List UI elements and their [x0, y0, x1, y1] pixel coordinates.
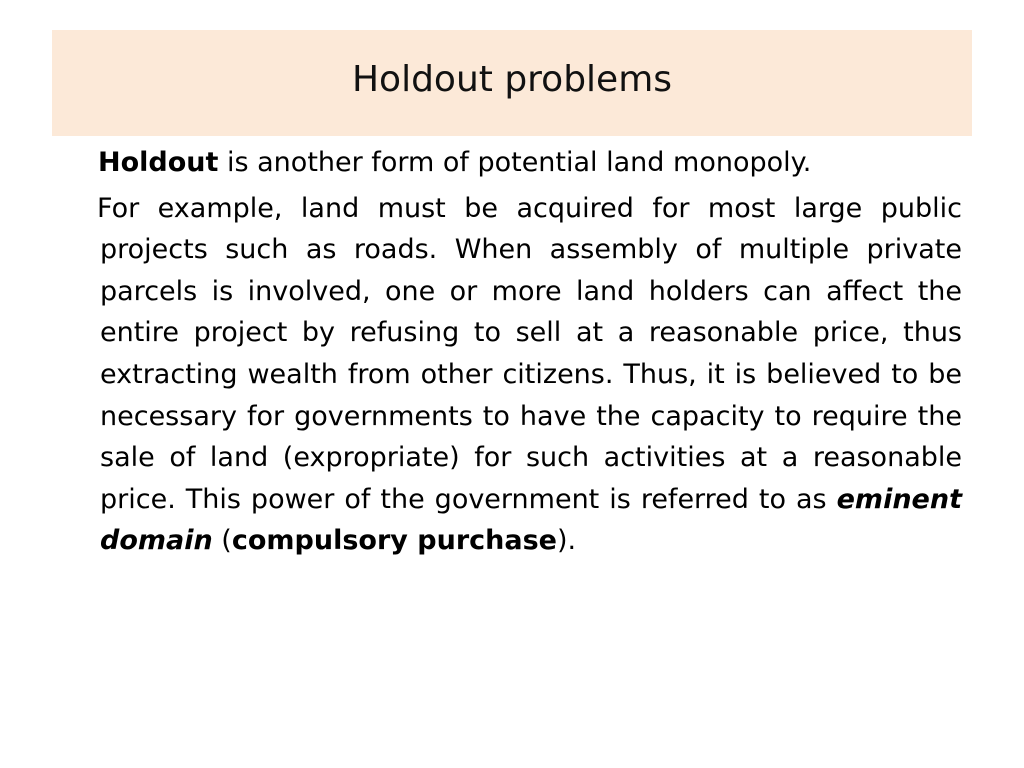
example-text: For example, land must be acquired for most large public projects such as roads. When assembly of multiple private parcels is involved, one or more land holders can affect the entire project by refusing to sell at a reasonable price, thus extracting wealth from other citizens. Thus, it is believed to be necessary for governments to have the capacity to require the sale of land (expropriate) for such activities at a reasonable price. This power of the government is referred to as — [97, 192, 962, 515]
paren-close: ). — [556, 525, 577, 557]
term-compulsory-purchase: compulsory purchase — [231, 525, 557, 557]
paren-open: ( — [212, 525, 232, 557]
definition-text: is another form of potential land monopoly. — [218, 147, 812, 178]
paragraph-holdout-definition — [100, 142, 962, 184]
title-band — [52, 30, 972, 136]
slide-body — [97, 142, 962, 562]
term-holdout: Holdout — [98, 147, 219, 178]
paragraph-example — [97, 188, 962, 562]
term-eminent-domain: eminent domain — [100, 483, 962, 557]
slide-title: Holdout problems — [351, 58, 673, 100]
